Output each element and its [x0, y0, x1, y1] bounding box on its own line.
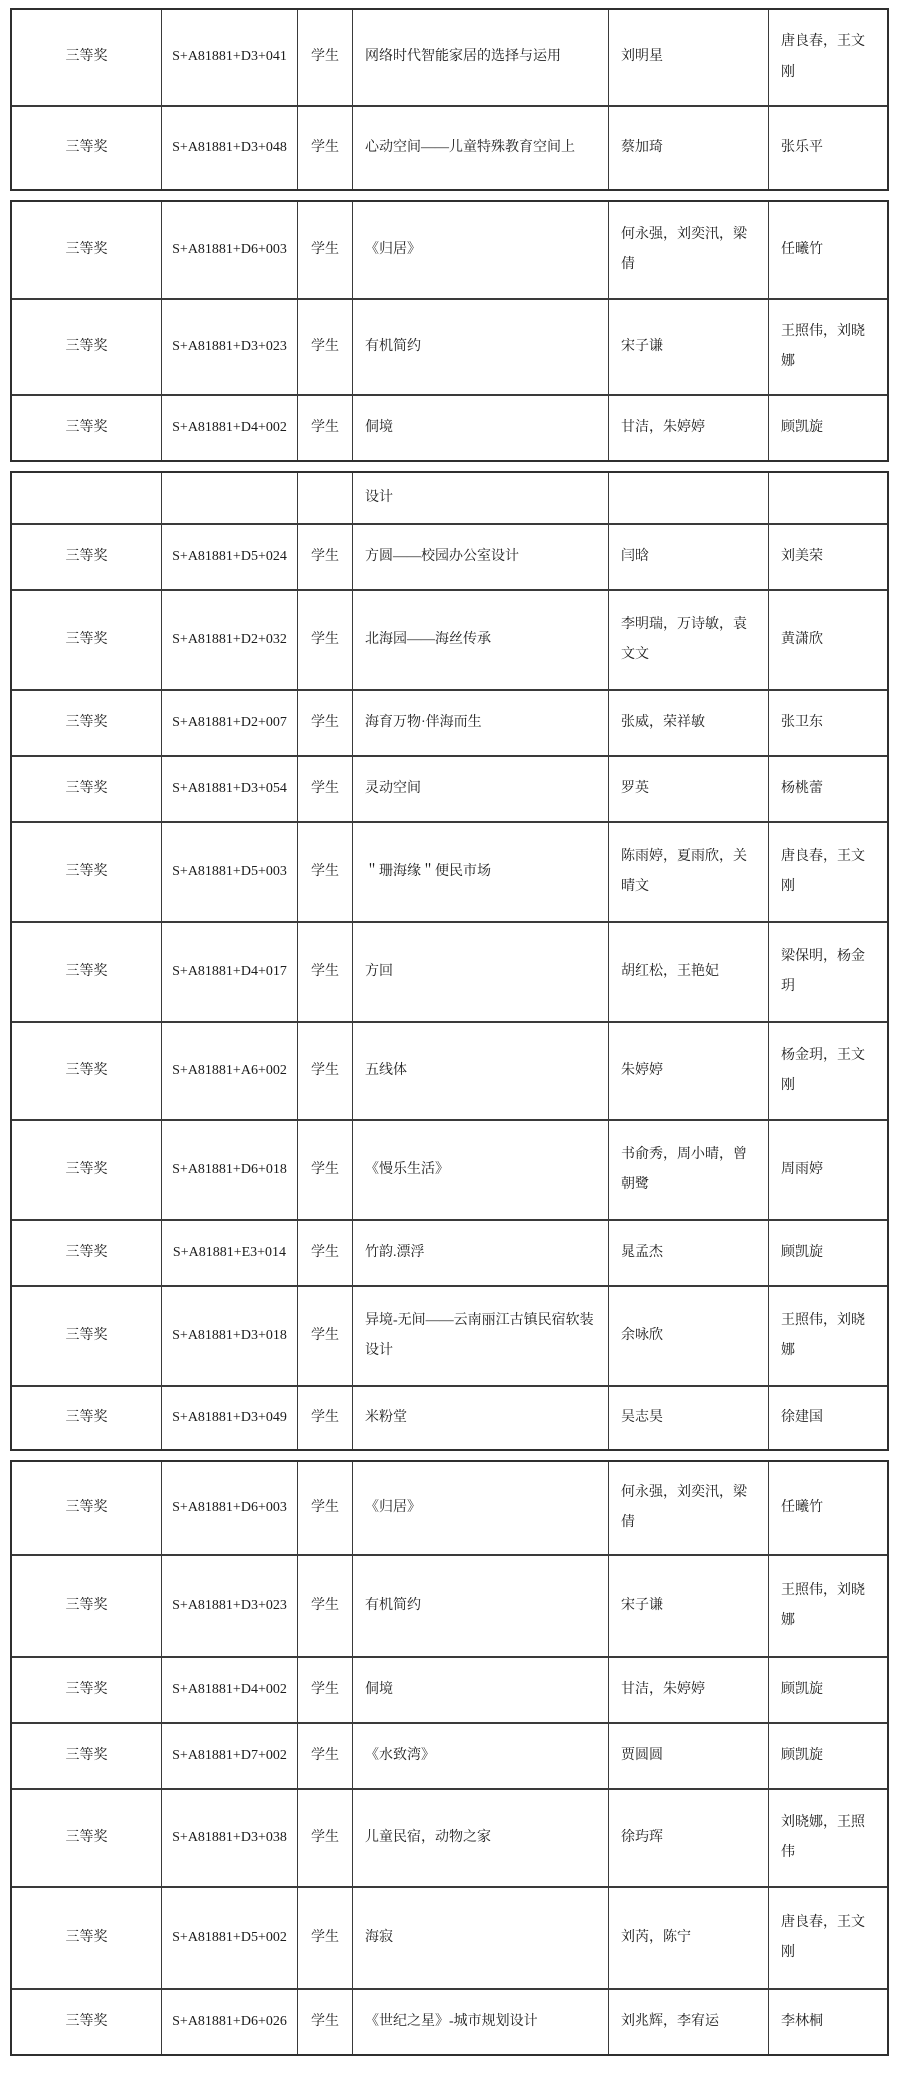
cell-participant-type: 学生: [297, 591, 352, 689]
cell-advisor-names: 刘美荣: [768, 525, 887, 589]
cell-entry-code: S+A81881+D3+048: [161, 107, 297, 189]
cell-entry-code: S+A81881+D5+024: [161, 525, 297, 589]
cell-student-names: 何永强，刘奕汛，梁倩: [608, 1462, 768, 1554]
table-row: [12, 298, 887, 394]
cell-work-title: 设计: [352, 473, 608, 523]
cell-work-title: 竹韵.漂浮: [352, 1221, 608, 1285]
cell-work-title: 有机简约: [352, 300, 608, 394]
table-section: [10, 1460, 889, 2056]
cell-work-title: 《水致湾》: [352, 1724, 608, 1788]
cell-award: 三等奖: [65, 338, 108, 354]
cell-award: 三等奖: [65, 548, 108, 564]
cell-student-names: 李明瑞，万诗敏，袁文文: [608, 591, 768, 689]
cell-entry-code: S+A81881+D7+002: [161, 1724, 297, 1788]
cell-advisor-names: 唐良春，王文刚: [768, 1888, 887, 1988]
cell-advisor-names: 李林桐: [768, 1990, 887, 2054]
cell-award: 三等奖: [65, 1062, 108, 1078]
cell-participant-type: 学生: [297, 1888, 352, 1988]
cell-entry-code: S+A81881+D3+049: [161, 1387, 297, 1449]
cell-entry-code: S+A81881+D5+003: [161, 823, 297, 921]
cell-work-title: 心动空间——儿童特殊教育空间上: [352, 107, 608, 189]
cell-student-names: 胡红松，王艳妃: [608, 923, 768, 1021]
cell-participant-type: 学生: [297, 1287, 352, 1385]
cell-participant-type: 学生: [297, 1790, 352, 1886]
cell-award: 三等奖: [65, 963, 108, 979]
cell-work-title: 侗境: [352, 396, 608, 460]
cell-entry-code: S+A81881+D3+023: [161, 300, 297, 394]
cell-award: 三等奖: [65, 49, 108, 65]
cell-participant-type: 学生: [297, 10, 352, 105]
cell-award: 三等奖: [65, 419, 108, 435]
cell-entry-code: S+A81881+D6+026: [161, 1990, 297, 2054]
cell-award: 三等奖: [65, 2013, 108, 2029]
cell-entry-code: S+A81881+A6+002: [161, 1023, 297, 1119]
cell-student-names: 吴志昊: [608, 1387, 768, 1449]
table-row: [12, 1788, 887, 1886]
cell-student-names: 陈雨婷，夏雨欣，关晴文: [608, 823, 768, 921]
cell-entry-code: S+A81881+D6+003: [161, 1462, 297, 1554]
cell-work-title: 儿童民宿，动物之家: [352, 1790, 608, 1886]
cell-participant-type: 学生: [297, 202, 352, 298]
cell-student-names: 闫晗: [608, 525, 768, 589]
cell-award: 三等奖: [65, 780, 108, 796]
cell-award: 三等奖: [65, 1244, 108, 1260]
cell-participant-type: 学生: [297, 923, 352, 1021]
cell-participant-type: 学生: [297, 1387, 352, 1449]
table-row: [12, 755, 887, 821]
cell-student-names: 刘明星: [608, 10, 768, 105]
cell-student-names: 书俞秀，周小晴，曾朝鹭: [608, 1121, 768, 1219]
table-row: [12, 202, 887, 298]
cell-work-title: 北海园——海丝传承: [352, 591, 608, 689]
cell-work-title: 灵动空间: [352, 757, 608, 821]
cell-advisor-names: 刘晓娜，王照伟: [768, 1790, 887, 1886]
cell-student-names: 贾圆圆: [608, 1724, 768, 1788]
cell-student-names: 徐玙珲: [608, 1790, 768, 1886]
cell-student-names: 朱婷婷: [608, 1023, 768, 1119]
cell-work-title: 《世纪之星》-城市规划设计: [352, 1990, 608, 2054]
cell-participant-type: 学生: [297, 823, 352, 921]
cell-participant-type: 学生: [297, 691, 352, 755]
cell-participant-type: 学生: [297, 1658, 352, 1722]
cell-entry-code: S+A81881+D2+032: [161, 591, 297, 689]
cell-participant-type: 学生: [297, 1724, 352, 1788]
cell-participant-type: 学生: [297, 1121, 352, 1219]
cell-entry-code: S+A81881+D3+023: [161, 1556, 297, 1656]
cell-advisor-names: 王照伟，刘晓娜: [768, 1287, 887, 1385]
table-row: [12, 689, 887, 755]
cell-work-title: 异境-无间——云南丽江古镇民宿软装设计: [352, 1287, 608, 1385]
cell-award: 三等奖: [65, 1747, 108, 1763]
table-row: [12, 1988, 887, 2054]
cell-entry-code: [161, 473, 297, 523]
cell-student-names: 张威，荣祥敏: [608, 691, 768, 755]
cell-student-names: 甘洁，朱婷婷: [608, 1658, 768, 1722]
table-section: [10, 471, 889, 1451]
cell-student-names: 何永强，刘奕汛，梁倩: [608, 202, 768, 298]
cell-student-names: 罗英: [608, 757, 768, 821]
cell-award: 三等奖: [65, 1929, 108, 1945]
cell-entry-code: S+A81881+D4+002: [161, 1658, 297, 1722]
cell-student-names: 余咏欣: [608, 1287, 768, 1385]
cell-entry-code: S+A81881+D6+003: [161, 202, 297, 298]
table-row: [12, 10, 887, 105]
cell-award: 三等奖: [65, 139, 108, 155]
cell-entry-code: S+A81881+E3+014: [161, 1221, 297, 1285]
cell-award: 三等奖: [65, 863, 108, 879]
cell-award: [12, 473, 161, 523]
table-row: [12, 1656, 887, 1722]
cell-work-title: 方圆——校园办公室设计: [352, 525, 608, 589]
cell-student-names: 宋子谦: [608, 300, 768, 394]
table-row: [12, 921, 887, 1021]
table-section: [10, 8, 889, 191]
cell-award: 三等奖: [65, 1597, 108, 1613]
table-row: [12, 1021, 887, 1119]
cell-entry-code: S+A81881+D2+007: [161, 691, 297, 755]
cell-student-names: 刘芮，陈宁: [608, 1888, 768, 1988]
cell-advisor-names: 任曦竹: [768, 202, 887, 298]
cell-participant-type: 学生: [297, 1221, 352, 1285]
cell-participant-type: 学生: [297, 1556, 352, 1656]
cell-student-names: 蔡加琦: [608, 107, 768, 189]
cell-entry-code: S+A81881+D3+018: [161, 1287, 297, 1385]
cell-participant-type: 学生: [297, 1462, 352, 1554]
cell-award: 三等奖: [65, 1681, 108, 1697]
cell-advisor-names: 唐良春，王文刚: [768, 10, 887, 105]
cell-award: 三等奖: [65, 1161, 108, 1177]
cell-work-title: ＂珊海缘＂便民市场: [352, 823, 608, 921]
cell-advisor-names: 黄潇欣: [768, 591, 887, 689]
cell-advisor-names: 顾凯旋: [768, 1221, 887, 1285]
cell-student-names: 甘洁，朱婷婷: [608, 396, 768, 460]
cell-work-title: 海寂: [352, 1888, 608, 1988]
cell-advisor-names: 王照伟，刘晓娜: [768, 1556, 887, 1656]
cell-work-title: 《慢乐生活》: [352, 1121, 608, 1219]
cell-award: 三等奖: [65, 1327, 108, 1343]
cell-student-names: 刘兆辉，李宥运: [608, 1990, 768, 2054]
cell-advisor-names: 梁保明，杨金玥: [768, 923, 887, 1021]
cell-award: 三等奖: [65, 1499, 108, 1515]
cell-participant-type: 学生: [297, 1023, 352, 1119]
cell-entry-code: S+A81881+D3+054: [161, 757, 297, 821]
cell-work-title: 米粉堂: [352, 1387, 608, 1449]
cell-student-names: 晁孟杰: [608, 1221, 768, 1285]
cell-student-names: 宋子谦: [608, 1556, 768, 1656]
cell-advisor-names: 顾凯旋: [768, 1658, 887, 1722]
table-row: [12, 1219, 887, 1285]
table-row: [12, 473, 887, 523]
cell-participant-type: 学生: [297, 396, 352, 460]
cell-advisor-names: 徐建国: [768, 1387, 887, 1449]
cell-advisor-names: 杨金玥，王文刚: [768, 1023, 887, 1119]
table-row: [12, 589, 887, 689]
cell-participant-type: 学生: [297, 525, 352, 589]
cell-advisor-names: [768, 473, 887, 523]
cell-advisor-names: 任曦竹: [768, 1462, 887, 1554]
table-row: [12, 1722, 887, 1788]
cell-work-title: 侗境: [352, 1658, 608, 1722]
cell-work-title: 《归居》: [352, 202, 608, 298]
cell-participant-type: 学生: [297, 300, 352, 394]
cell-work-title: 海育万物·伴海而生: [352, 691, 608, 755]
cell-advisor-names: 王照伟，刘晓娜: [768, 300, 887, 394]
cell-advisor-names: 顾凯旋: [768, 1724, 887, 1788]
table-row: [12, 523, 887, 589]
cell-entry-code: S+A81881+D6+018: [161, 1121, 297, 1219]
table-row: [12, 1285, 887, 1385]
table-row: [12, 1385, 887, 1449]
cell-entry-code: S+A81881+D4+017: [161, 923, 297, 1021]
cell-award: 三等奖: [65, 631, 108, 647]
table-row: [12, 105, 887, 189]
cell-entry-code: S+A81881+D3+041: [161, 10, 297, 105]
cell-advisor-names: 周雨婷: [768, 1121, 887, 1219]
table-row: [12, 394, 887, 460]
cell-entry-code: S+A81881+D5+002: [161, 1888, 297, 1988]
cell-participant-type: 学生: [297, 757, 352, 821]
cell-participant-type: 学生: [297, 1990, 352, 2054]
cell-advisor-names: 张乐平: [768, 107, 887, 189]
table-row: [12, 1119, 887, 1219]
cell-work-title: 五线体: [352, 1023, 608, 1119]
cell-award: 三等奖: [65, 1409, 108, 1425]
cell-award: 三等奖: [65, 1829, 108, 1845]
table-row: [12, 1886, 887, 1988]
cell-advisor-names: 杨桃蕾: [768, 757, 887, 821]
table-row: [12, 1554, 887, 1656]
cell-advisor-names: 张卫东: [768, 691, 887, 755]
cell-advisor-names: 顾凯旋: [768, 396, 887, 460]
table-row: [12, 1462, 887, 1554]
cell-advisor-names: 唐良春，王文刚: [768, 823, 887, 921]
cell-entry-code: S+A81881+D4+002: [161, 396, 297, 460]
cell-work-title: 《归居》: [352, 1462, 608, 1554]
cell-award: 三等奖: [65, 241, 108, 257]
table-section: [10, 200, 889, 462]
cell-award: 三等奖: [65, 714, 108, 730]
table-row: [12, 821, 887, 921]
cell-work-title: 有机简约: [352, 1556, 608, 1656]
cell-work-title: 网络时代智能家居的选择与运用: [352, 10, 608, 105]
cell-participant-type: [297, 473, 352, 523]
cell-student-names: [608, 473, 768, 523]
cell-work-title: 方回: [352, 923, 608, 1021]
cell-participant-type: 学生: [297, 107, 352, 189]
cell-entry-code: S+A81881+D3+038: [161, 1790, 297, 1886]
